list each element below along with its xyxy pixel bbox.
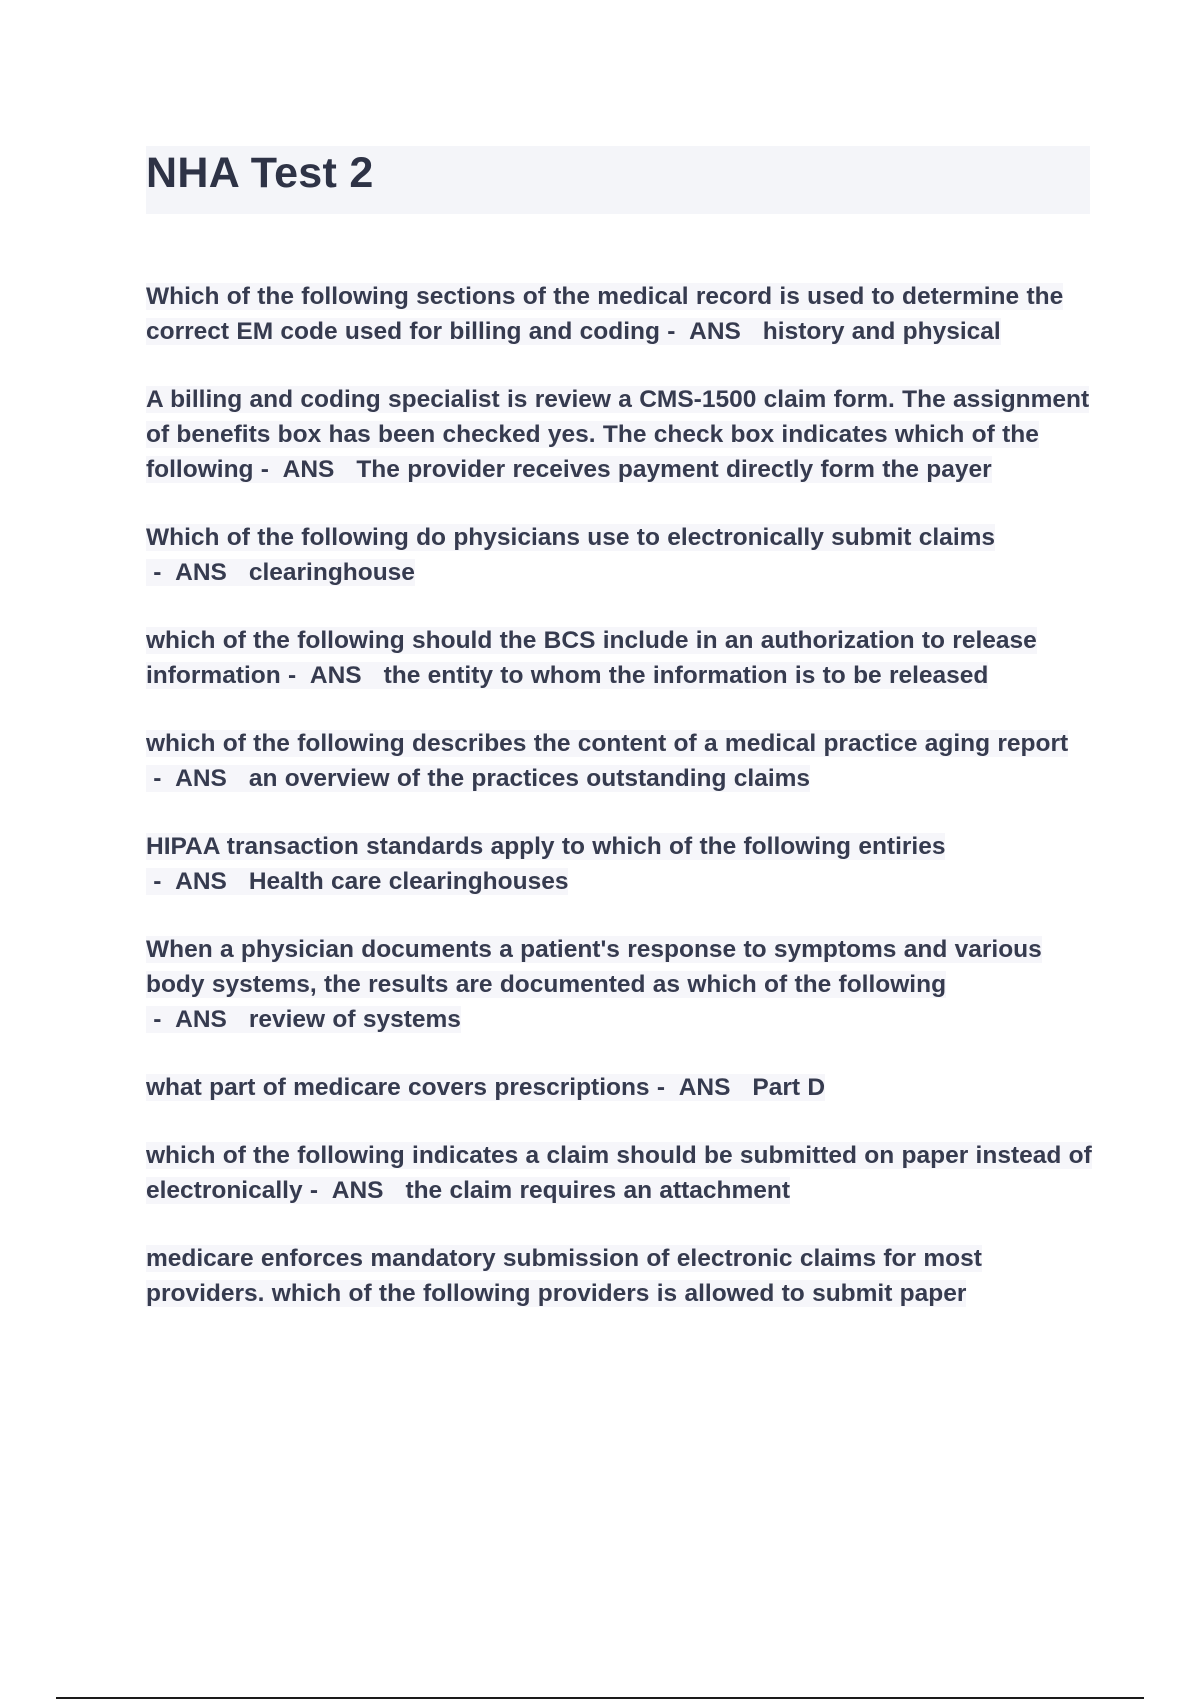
answer-separator: - ANS <box>146 1006 249 1033</box>
qa-list <box>146 279 1096 1344</box>
question-text: which of the following should the BCS include in an authorization to release information <box>146 627 1037 689</box>
qa-item-3 <box>146 520 1096 590</box>
answer-text: the entity to whom the information is to be released <box>383 662 989 689</box>
answer-text: Part D <box>752 1074 826 1101</box>
qa-item-1 <box>146 279 1096 349</box>
qa-item-2 <box>146 382 1096 487</box>
question-text: medicare enforces mandatory submission of electronic claims for most providers. which of the following providers is allowed to submit paper <box>146 1245 982 1307</box>
question-text: When a physician documents a patient's response to symptoms and various body systems, the results are documented as which of the following <box>146 936 1042 998</box>
qa-item-6 <box>146 829 1096 899</box>
qa-item-5 <box>146 726 1096 796</box>
answer-text: an overview of the practices outstanding claims <box>248 765 811 792</box>
answer-text: The provider receives payment directly form the payer <box>356 456 992 483</box>
answer-text: clearinghouse <box>248 559 415 586</box>
answer-separator: - ANS <box>302 1177 406 1204</box>
answer-text: the claim requires an attachment <box>405 1177 791 1204</box>
answer-separator: - ANS <box>649 1074 753 1101</box>
question-text: HIPAA transaction standards apply to which of the following entiries <box>146 833 946 860</box>
qa-item-7 <box>146 932 1096 1037</box>
answer-separator: - ANS <box>659 318 763 345</box>
answer-separator: - ANS <box>146 868 249 895</box>
question-text: which of the following indicates a claim should be submitted on paper instead of electronically <box>146 1142 1092 1204</box>
answer-text: Health care clearinghouses <box>248 868 569 895</box>
question-text: Which of the following do physicians use to electronically submit claims <box>146 524 996 551</box>
document-title: NHA Test 2 <box>146 149 374 197</box>
question-text: what part of medicare covers prescriptions <box>146 1074 650 1101</box>
answer-text: history and physical <box>762 318 1001 345</box>
qa-item-9 <box>146 1138 1096 1208</box>
answer-separator: - ANS <box>146 559 249 586</box>
qa-item-4 <box>146 623 1096 693</box>
qa-item-10 <box>146 1241 1096 1311</box>
answer-separator: - ANS <box>146 765 249 792</box>
qa-item-8 <box>146 1070 1096 1105</box>
answer-separator: - ANS <box>280 662 384 689</box>
question-text: Which of the following sections of the medical record is used to determine the correct EM code used for billing and coding <box>146 283 1064 345</box>
question-text: A billing and coding specialist is review a CMS-1500 claim form. The assignment of benefits box has been checked yes. The check box indicates which of the following <box>146 386 1090 483</box>
question-text: which of the following describes the content of a medical practice aging report <box>146 730 1069 757</box>
page-footer-divider <box>56 1697 1144 1699</box>
answer-text: review of systems <box>248 1006 461 1033</box>
answer-separator: - ANS <box>253 456 357 483</box>
